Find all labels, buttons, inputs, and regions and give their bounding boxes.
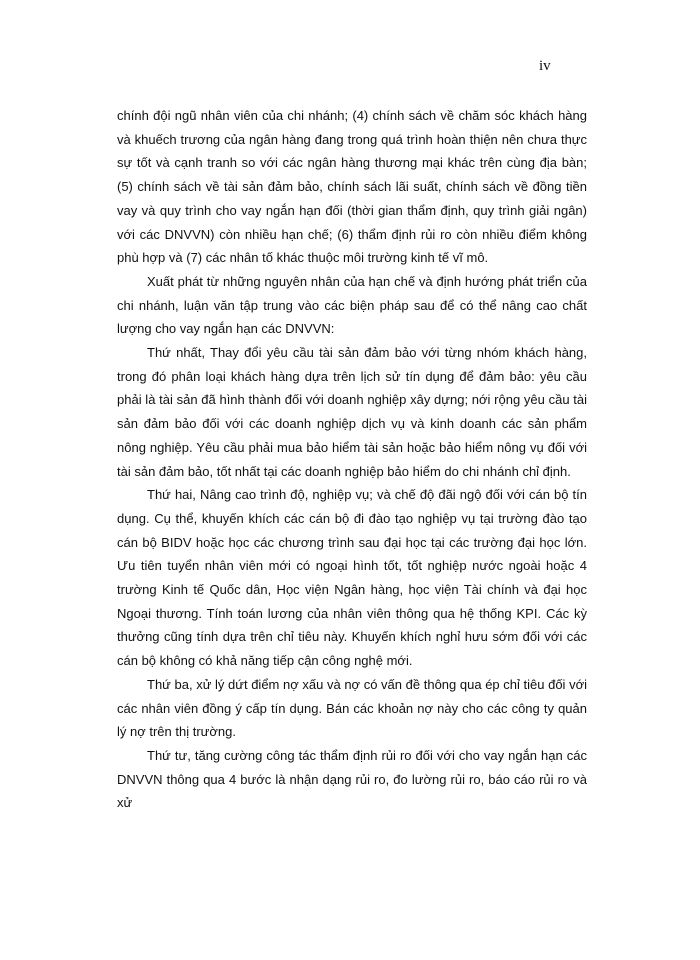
- paragraph-intro-measures: Xuất phát từ những nguyên nhân của hạn chế và định hướng phát triển của chi nhánh, luận văn tập trung vào các biện pháp sau để có thể nâng cao chất lượng cho vay ngắn hạn các DNVVN:: [117, 273, 587, 337]
- page-number: iv: [539, 58, 551, 74]
- paragraph-first-measure: Thứ nhất, Thay đổi yêu cầu tài sản đảm bảo với từng nhóm khách hàng, trong đó phân loại khách hàng dựa trên lịch sử tín dụng để đảm bảo: yêu cầu phải là tài sản đã hình thành đối với doanh nghiệp xây dựng; nới rộng yêu cầu tài sản đảm bảo đối với các doanh nghiệp dịch vụ và kinh doanh các sản phẩm nông nghiệp. Yêu cầu phải mua bảo hiểm tài sản hoặc bảo hiểm nông vụ đối với tài sản đảm bảo, tốt nhất tại các doanh nghiệp bảo hiểm do chi nhánh chỉ định.: [117, 345, 587, 479]
- paragraph-fourth-measure: Thứ tư, tăng cường công tác thẩm định rủi ro đối với cho vay ngắn hạn các DNVVN thông qua 4 bước là nhận dạng rủi ro, đo lường rủi ro, báo cáo rủi ro và xử: [117, 747, 587, 811]
- paragraph-continuation: chính đội ngũ nhân viên của chi nhánh; (4) chính sách về chăm sóc khách hàng và khuếch trương của ngân hàng đang trong quá trình hoàn thiện nên chưa thực sự tốt và cạnh tranh so với các ngân hàng thương mại khác trên cùng địa bàn; (5) chính sách về tài sản đảm bảo, chính sách lãi suất, chính sách về đồng tiền vay và quy trình cho vay ngắn hạn đối (thời gian thẩm định, quy trình giải ngân) với các DNVVN) còn nhiều hạn chế; (6) thẩm định rủi ro còn nhiều điểm không phù hợp và (7) các nhân tố khác thuộc môi trường kinh tế vĩ mô.: [117, 108, 587, 266]
- body-text: [117, 104, 587, 815]
- paragraph-third-measure: Thứ ba, xử lý dứt điểm nợ xấu và nợ có vấn đề thông qua ép chỉ tiêu đối với các nhân viên đồng ý cấp tín dụng. Bán các khoản nợ này cho các công ty quản lý nợ trên thị trường.: [117, 676, 587, 740]
- paragraph-second-measure: Thứ hai, Nâng cao trình độ, nghiệp vụ; và chế độ đãi ngộ đối với cán bộ tín dụng. Cụ thể, khuyến khích các cán bộ đi đào tạo nghiệp vụ tại trường đào tạo cán bộ BIDV hoặc học các chương trình sau đại học tại các trường đại học lớn. Ưu tiên tuyển nhân viên mới có ngoại hình tốt, tốt nghiệp nước ngoài hoặc 4 trường Kinh tế Quốc dân, Học viện Ngân hàng, học viện Tài chính và đại học Ngoại thương. Tính toán lương của nhân viên thông qua hệ thống KPI. Các kỳ thưởng cũng tính dựa trên chỉ tiêu này. Khuyến khích nghỉ hưu sớm đối với các cán bộ không có khả năng tiếp cận công nghệ mới.: [117, 487, 587, 669]
